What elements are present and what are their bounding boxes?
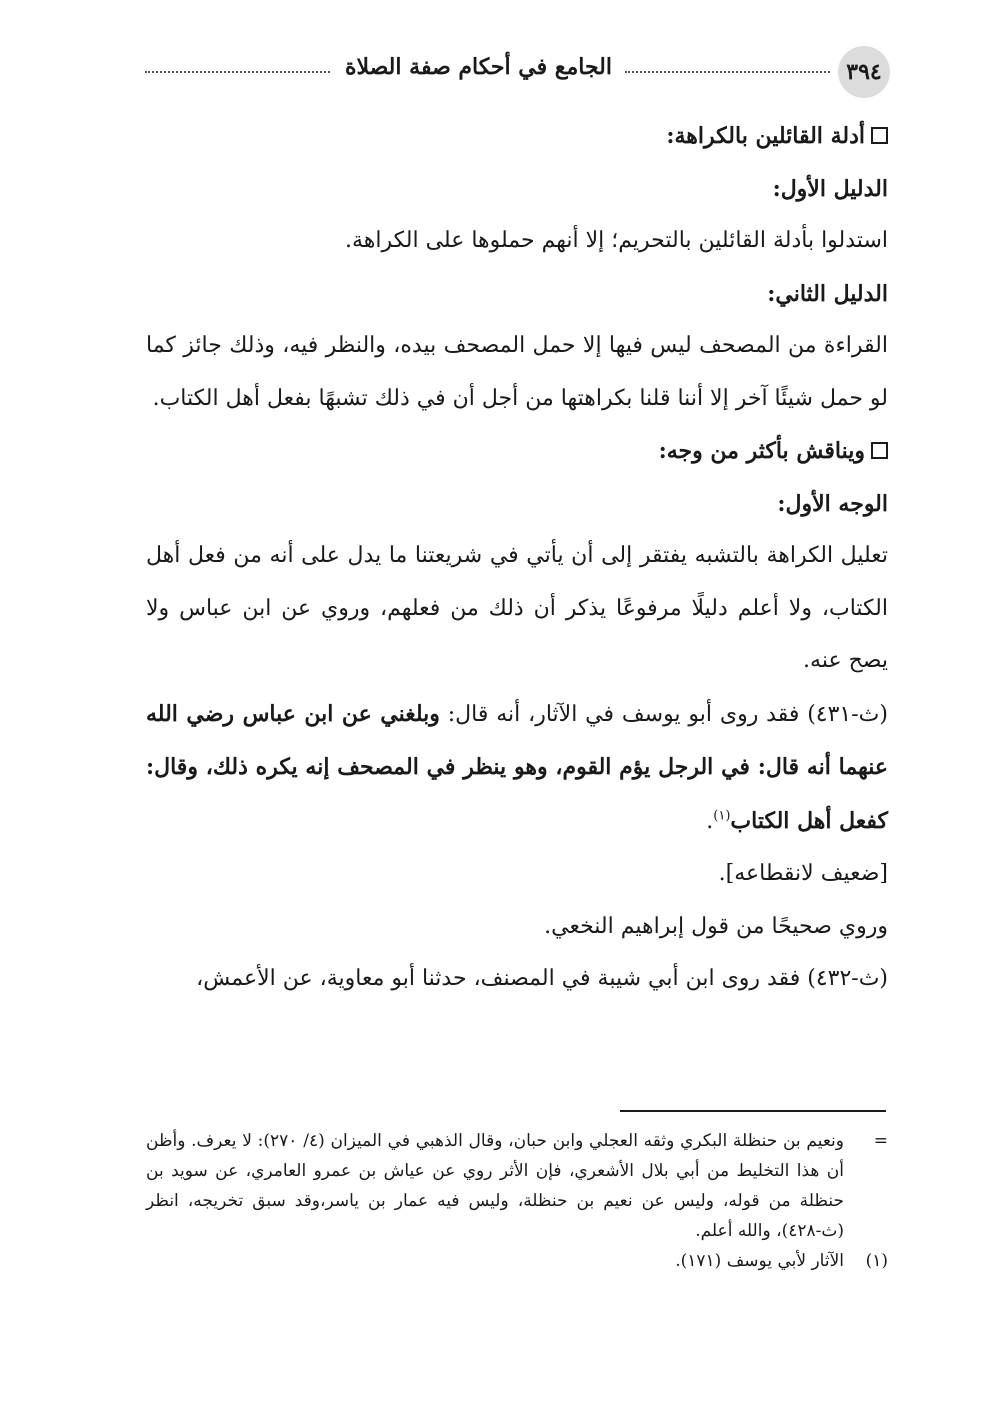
main-text xyxy=(146,110,888,1006)
checkbox-bullet-icon xyxy=(871,127,888,144)
section-heading: أدلة القائلين بالكراهة: xyxy=(146,110,888,163)
header-dotted-rule-left xyxy=(145,71,330,73)
footnote-continuation xyxy=(146,1126,888,1246)
footnote-separator xyxy=(620,1110,886,1112)
footnote-marker: = xyxy=(873,1131,888,1151)
page-number: ٣٩٤ xyxy=(838,46,890,98)
footnote-reference[interactable]: (١) xyxy=(713,808,731,824)
header-dotted-rule-right xyxy=(625,71,830,73)
paragraph: وروي صحيحًا من قول إبراهيم النخعي. xyxy=(544,913,888,939)
checkbox-bullet-icon xyxy=(871,442,888,459)
book-title: الجامع في أحكام صفة الصلاة xyxy=(344,54,612,80)
footnote-text: الآثار لأبي يوسف (١٧١). xyxy=(675,1251,844,1271)
footnotes xyxy=(146,1126,888,1276)
paragraph: استدلوا بأدلة القائلين بالتحريم؛ إلا أنهم حملوها على الكراهة. xyxy=(345,228,888,253)
narration-paragraph: (ث-٤٣٢) فقد روى ابن أبي شيبة في المصنف، حدثنا أبو معاوية، عن الأعمش، xyxy=(196,966,888,991)
narration-quote: وبلغني عن ابن عباس رضي الله عنهما أنه قال: في الرجل يؤم القوم، وهو ينظر في المصحف إنه يكره ذلك، وقال: كفعل أهل الكتاب xyxy=(146,700,888,834)
grading-note: [ضعيف لانقطاعه]. xyxy=(718,861,888,886)
paragraph: تعليل الكراهة بالتشبه يفتقر إلى أن يأتي في شريعتنا ما يدل على أنه من فعل أهل الكتاب، ولا أعلم دليلًا مرفوعًا يذكر أن ذلك من فعلهم، وروي عن ابن عباس ولا يصح عنه. xyxy=(146,543,888,673)
footnote-marker: (١) xyxy=(865,1251,888,1271)
subheading-second-evidence: الدليل الثاني: xyxy=(767,280,888,307)
section-heading: ويناقش بأكثر من وجه: xyxy=(146,425,888,478)
page-header xyxy=(145,44,890,100)
subheading-first-evidence: الدليل الأول: xyxy=(772,175,888,202)
narration-paragraph: (ث-٤٣١) فقد روى أبو يوسف في الآثار، أنه قال: وبلغني عن ابن عباس رضي الله عنهما أنه قال: في الرجل يؤم القوم، وهو ينظر في المصحف إنه يكره ذلك، وقال: كفعل أهل الكتاب$^{(١)}$. xyxy=(146,700,888,834)
footnote-text: ونعيم بن حنظلة البكري وثقه العجلي وابن حبان، وقال الذهبي في الميزان (٤/ ٢٧٠): لا يعرف. وأظن أن هذا التخليط من أبي بلال الأشعري، فإن الأثر روي عن عياش بن عمرو العامري، عن سويد بن حنظلة من قوله، وليس عن نعيم بن حنظلة، وليس فيه عمار بن ياسر،وقد سبق تخريجه، انظر (ث-٤٢٨)، والله أعلم. xyxy=(146,1131,844,1241)
subheading-first-aspect: الوجه الأول: xyxy=(777,490,888,517)
paragraph: القراءة من المصحف ليس فيها إلا حمل المصحف بيده، والنظر فيه، وذلك جائز كما لو حمل شيئًا آخر إلا أننا قلنا بكراهتها من أجل أن في ذلك تشبهًا بفعل أهل الكتاب. xyxy=(146,333,888,411)
footnote-1 xyxy=(146,1246,888,1276)
